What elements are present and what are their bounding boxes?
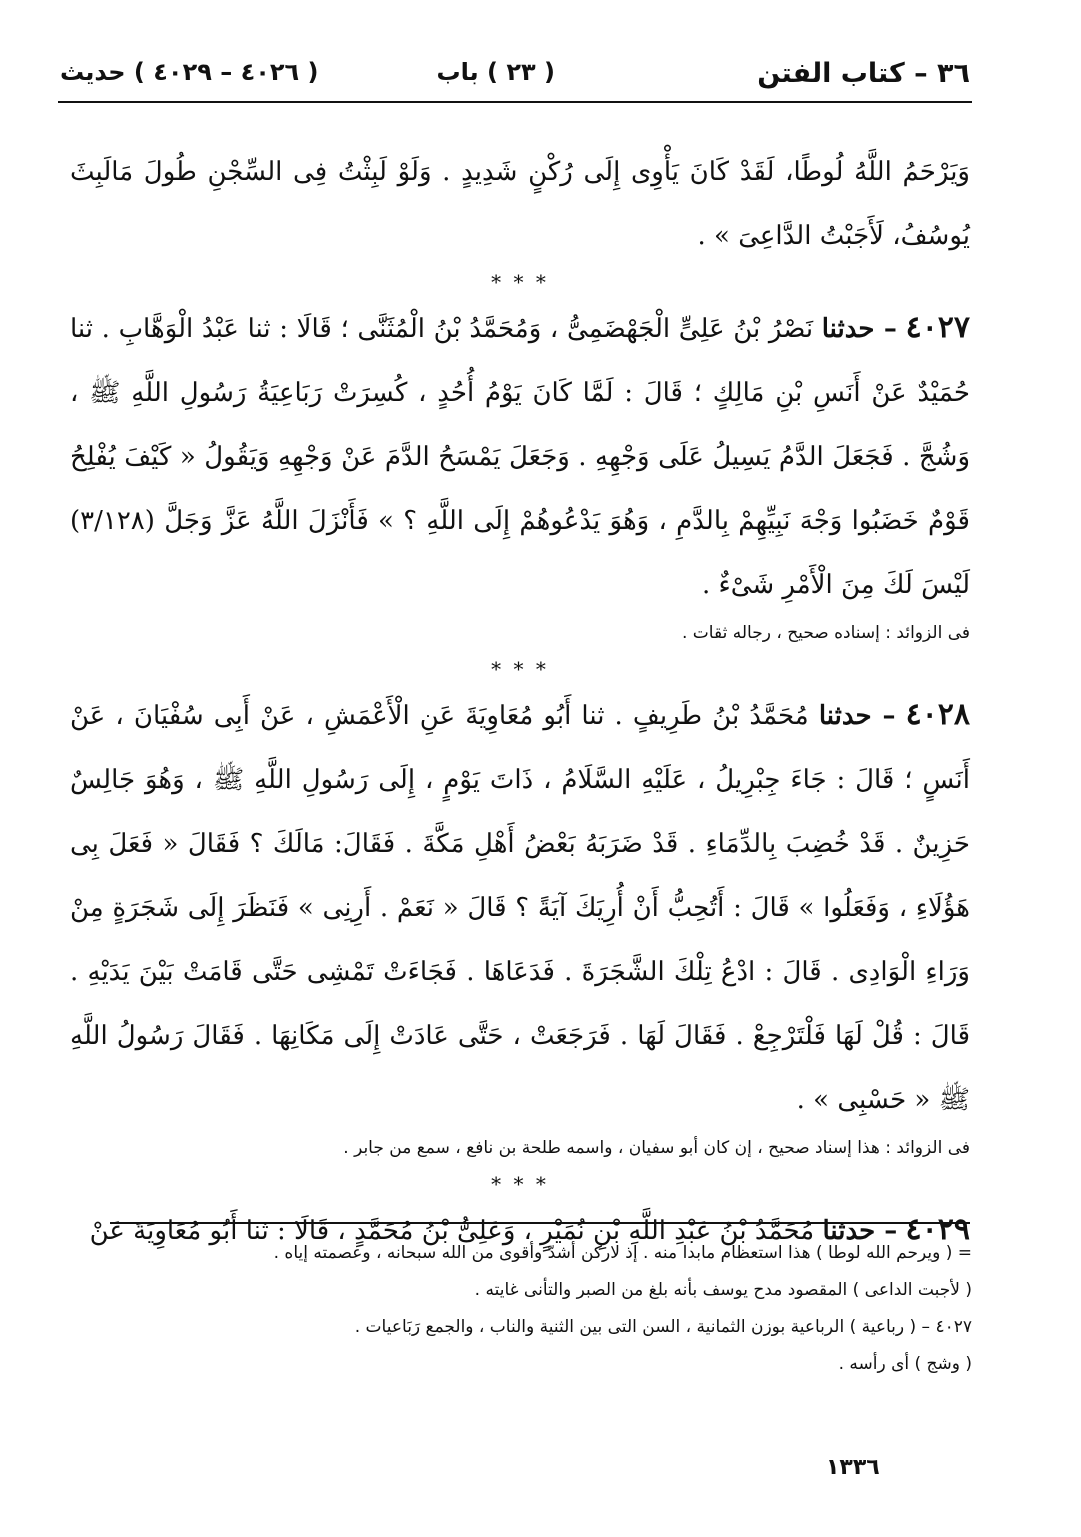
- page-body: [70, 140, 970, 1263]
- header-divider: [58, 101, 972, 103]
- hadith-number: ٤٠٢٧: [905, 310, 971, 345]
- haddathana-label: – حدثنا: [821, 314, 897, 344]
- hadith-4028: [70, 683, 970, 1132]
- hadith-text: مُحَمَّدُ بْنُ عَبْدِ اللَّهِ بْنِ نُمَيْرٍ ، وَعَلِىُّ بْنُ مُحَمَّدٍ ، قَالَا : ثنا أَبُو مُعَاوِيَةَ عَنْ: [89, 1216, 815, 1246]
- zawaid-note: فى الزوائد : إسناده صحيح ، رجاله ثقات .: [682, 623, 970, 643]
- page-header: [60, 58, 970, 98]
- section-separator: * * *: [491, 1172, 549, 1196]
- zawaid-note: فى الزوائد : هذا إسناد صحيح ، إن كان أبو سفيان ، واسمه طلحة بن نافع ، سمع من جابر .: [343, 1138, 970, 1158]
- header-chapter: ( ٢٣ ) باب: [436, 58, 555, 86]
- haddathana-label: – حدثنا: [818, 701, 896, 731]
- footnote-divider: [110, 1222, 970, 1224]
- haddathana-label: – حدثنا: [822, 1216, 898, 1246]
- hadith-text: نَصْرُ بْنُ عَلِىٍّ الْجَهْضَمِىُّ ، وَمُحَمَّدُ بْنُ الْمُثَنَّى ؛ قَالَا : ثنا عَبْدُ الْوَهَّابِ . ثنا حُمَيْدٌ عَنْ أَنَسِ بْنِ مَالِكٍ ؛ قَالَ : لَمَّا كَانَ يَوْمُ أُحُدٍ ، كُسِرَتْ رَبَاعِيَةُ رَسُولِ اللَّهِ ﷺ ، وَشُجَّ . فَجَعَلَ الدَّمُ يَسِيلُ عَلَى وَجْهِهِ . وَجَعَلَ يَمْسَحُ الدَّمَ عَنْ وَجْهِهِ وَيَقُولُ « كَيْفَ يُفْلِحُ قَوْمٌ خَضَبُوا وَجْهَ نَبِيِّهِمْ بِالدَّمِ ، وَهُوَ يَدْعُوهُمْ إِلَى اللَّهِ ؟ » فَأَنْزَلَ اللَّهُ عَزَّ وَجَلَّ (٣/١٢٨) لَيْسَ لَكَ مِنَ الْأَمْرِ شَىْءٌ .: [70, 314, 970, 600]
- hadith-text: مُحَمَّدُ بْنُ طَرِيفٍ . ثنا أَبُو مُعَاوِيَةَ عَنِ الْأَعْمَشِ ، عَنْ أَبِى سُفْيَانَ ، عَنْ أَنَسٍ ؛ قَالَ : جَاءَ جِبْرِيلُ ، عَلَيْهِ السَّلَامُ ، ذَاتَ يَوْمٍ ، إِلَى رَسُولِ اللَّهِ ﷺ ، وَهُوَ جَالِسٌ حَزِينٌ . قَدْ خُضِبَ بِالدِّمَاءِ . قَدْ ضَرَبَهُ بَعْضُ أَهْلِ مَكَّةَ . فَقَالَ: مَالَكَ ؟ فَقَالَ « فَعَلَ بِى هَؤُلَاءِ ، وَفَعَلُوا » قَالَ : أَتُحِبُّ أَنْ أُرِيَكَ آيَةً ؟ قَالَ « نَعَمْ . أَرِنِى » فَنَظَرَ إِلَى شَجَرَةٍ مِنْ وَرَاءِ الْوَادِى . قَالَ : ادْعُ تِلْكَ الشَّجَرَةَ . فَدَعَاهَا . فَجَاءَتْ تَمْشِى حَتَّى قَامَتْ بَيْنَ يَدَيْهِ . قَالَ : قُلْ لَهَا فَلْتَرْجِعْ . فَقَالَ لَهَا . فَرَجَعَتْ ، حَتَّى عَادَتْ إِلَى مَكَانِهَا . فَقَالَ رَسُولُ اللَّهِ ﷺ « حَسْبِى » .: [70, 701, 971, 1115]
- header-book-title: ٣٦ – كتاب الفتن: [757, 58, 970, 89]
- hadith-number: ٤٠٢٨: [905, 697, 971, 732]
- hadith-4027: [70, 296, 970, 617]
- continuation-text: وَيَرْحَمُ اللَّهُ لُوطًا، لَقَدْ كَانَ يَأْوِى إِلَى رُكْنٍ شَدِيدٍ . وَلَوْ لَبِثْتُ فِى السِّجْنِ طُولَ مَالَبِثَ يُوسُفُ، لَأَجَبْتُ الدَّاعِىَ » .: [70, 157, 970, 251]
- footnote-line: ( لأجبت الداعى ) المقصود مدح يوسف بأنه بلغ من الصبر والتأنى غايته .: [474, 1280, 972, 1300]
- header-hadith-range: ( ٤٠٢٦ – ٤٠٢٩ ) حديث: [60, 58, 319, 86]
- footnote-line: ( وشج ) أى رأسه .: [838, 1354, 972, 1374]
- section-separator: * * *: [491, 657, 549, 681]
- footnote-line: = ( ويرحم الله لوطا ) هذا استعظام مابدا منه . إذ لاركن أشدّ وأقوى من الله سبحانه ، وعصمته إياه .: [273, 1243, 972, 1263]
- page-number: ١٣٣٦: [826, 1455, 880, 1480]
- footnotes: [100, 1235, 972, 1383]
- section-separator: * * *: [491, 270, 549, 294]
- hadith-number: ٤٠٢٩: [905, 1212, 970, 1247]
- footnote-line: ٤٠٢٧ – ( رباعية ) الرباعية بوزن الثمانية ، السن التى بين الثنية والناب ، والجمع رَبَاعيات .: [354, 1317, 972, 1337]
